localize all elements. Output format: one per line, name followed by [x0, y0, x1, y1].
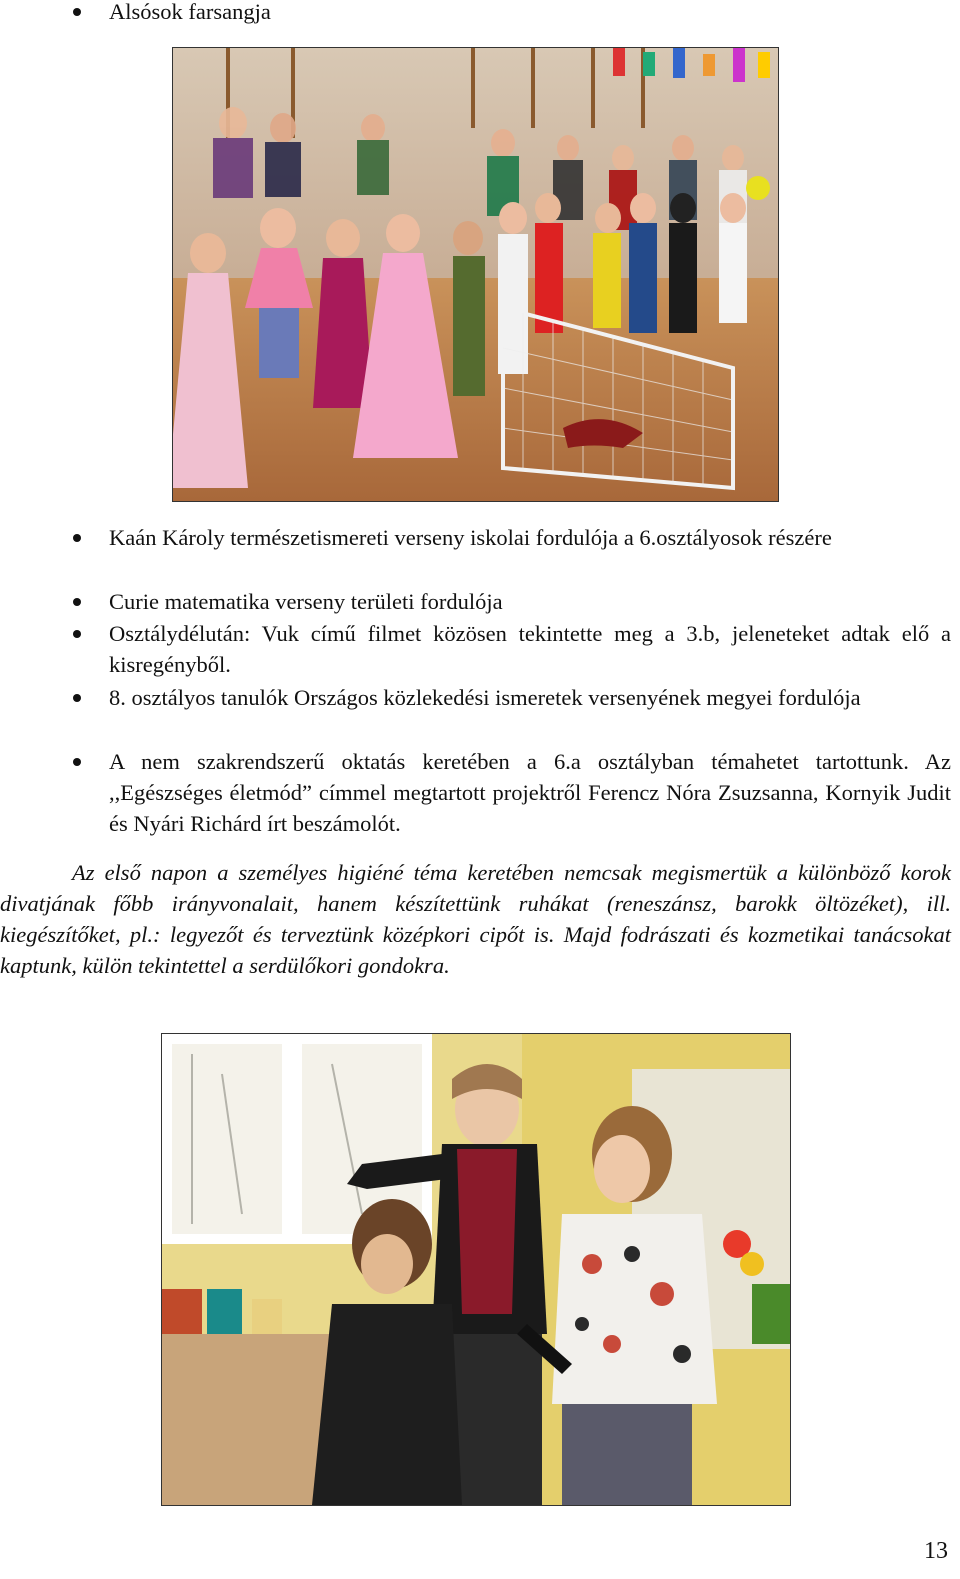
hairdressing-photo: [161, 1033, 791, 1506]
bullet-icon: [73, 630, 81, 638]
bullet-icon: [73, 8, 81, 16]
list-item-text: Alsósok farsangja: [109, 0, 271, 24]
list-item-text: Curie matematika verseny területi fordulója: [109, 589, 503, 614]
bullet-icon: [73, 598, 81, 606]
bullet-icon: [73, 694, 81, 702]
carnival-photo: [172, 47, 779, 502]
list-item-text: A nem szakrendszerű oktatás keretében a 6.a osztályban témahetet tartottunk. Az ,,Egészséges életmód” címmel megtartott projektről Ferencz Nóra Zsuzsanna, Kornyik Judit és Nyári Richárd írt beszámolót.: [109, 749, 951, 836]
list-item-text: Osztálydélután: Vuk című filmet közösen tekintette meg a 3.b, jeleneteket adtak elő a kisregényből.: [109, 621, 951, 677]
list-item-text: Kaán Károly természetismereti verseny iskolai fordulója a 6.osztályosok részére: [109, 525, 832, 550]
bullet-icon: [73, 534, 81, 542]
carnival-photo-image: [173, 48, 778, 501]
page-number: 13: [924, 1538, 948, 1564]
report-paragraph: Az első napon a személyes higiéné téma keretében nemcsak megismertük a különböző korok divatjának főbb irányvonalait, hanem készítettünk ruhákat (reneszánsz, barokk öltözéket), ill. kiegészítőket, pl.: legyezőt és terveztünk középkori cipőt is. Majd fodrászati és kozmetikai tanácsokat kaptunk, külön tekintettel a serdülőkori gondokra.: [0, 860, 951, 978]
list-item: [0, 0, 960, 27]
bullet-icon: [73, 758, 81, 766]
hairdressing-photo-image: [162, 1034, 790, 1505]
list-item-text: 8. osztályos tanulók Országos közlekedési ismeretek versenyének megyei fordulója: [109, 685, 861, 710]
